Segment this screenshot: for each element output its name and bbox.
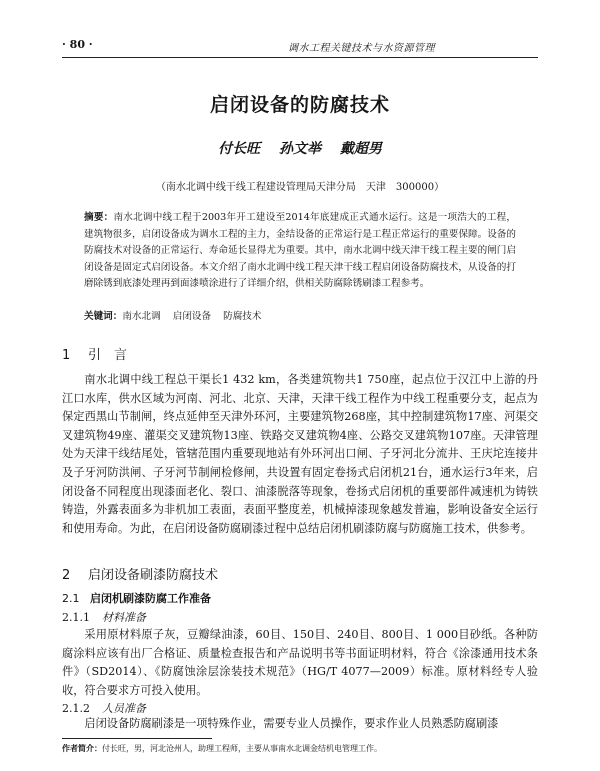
section-title: 启闭设备刷漆防腐技术 [88, 568, 219, 583]
footnote-rule [62, 738, 212, 739]
running-header [62, 38, 538, 54]
keywords [84, 309, 516, 325]
subsubsection-number: 2.1.2 [62, 702, 90, 715]
subsubsection-title: 材料准备 [102, 611, 146, 624]
page-number: · 80 · [62, 38, 93, 51]
footnote-text: 付长旺，男，河北沧州人，助理工程师，主要从事南水北调金结机电管理工作。 [102, 744, 382, 753]
section-number: 1 [62, 348, 71, 363]
keyword: 防腐技术 [223, 311, 262, 322]
keywords-label: 关键词： [84, 311, 123, 322]
subsection-heading-2-1 [62, 590, 211, 606]
materials-paragraph: 采用原材料原子灰，豆瓣绿油漆，60目、150目、240目、800目、1 000目砂纸。各种防腐涂料应该有出厂合格证、质量检查报告和产品说明书等书面证明材料，符合《涂漆通用技术条件》（SD2014）、《防腐蚀涂层涂装技术规范》（HG/T 4077—2009）标准。原材料经专人验收，符合要求方可投入使用。 [62, 628, 538, 697]
abstract-label: 摘要： [84, 212, 114, 223]
subsection-number: 2.1 [62, 592, 80, 605]
author-affiliation: （南水北调中线干线工程建设管理局天津分局 天津 300000） [155, 182, 445, 193]
subsubsection-number: 2.1.1 [62, 611, 90, 624]
subsubsection-heading-2-1-1 [62, 609, 146, 625]
footnote-label: 作者简介： [62, 744, 102, 753]
journal-title: 调水工程关键技术与水资源管理 [288, 43, 435, 54]
keyword: 南水北调 [122, 311, 161, 322]
header-rule [62, 57, 538, 58]
abstract [84, 210, 516, 293]
section-number: 2 [62, 568, 71, 583]
subsubsection-heading-2-1-2 [62, 700, 146, 716]
article-title: 启闭设备的防腐技术 [209, 94, 390, 116]
author-footnote [62, 743, 538, 754]
section-heading-introduction [62, 344, 127, 363]
subsubsection-title: 人员准备 [102, 702, 146, 715]
author: 付长旺 [218, 141, 261, 157]
subsection-title: 启闭机刷漆防腐工作准备 [90, 592, 211, 605]
personnel-paragraph: 启闭设备防腐刷漆是一项特殊作业，需要专业人员操作，要求作业人员熟悉防腐刷漆 [84, 717, 499, 730]
author: 戴超男 [339, 141, 382, 157]
author: 孙文举 [279, 141, 321, 157]
author-list [0, 138, 600, 158]
intro-paragraph: 南水北调中线工程总干渠长1 432 km，各类建筑物共1 750座，起点位于汉江中上游的丹江口水库，供水区域为河南、河北、北京、天津，天津干线工程作为中线工程重要分支，起点为保定西黑山节制闸，终点延伸至天津外环河，主要建筑物268座，其中控制建筑物17座、河渠交叉建筑物49座、灌渠交叉建筑物13座、铁路交叉建筑物4座、公路交叉建筑物107座。天津管理处为天津干线结尾处，管辖范围内重要现地站有外环河出口闸、子牙河北分流井、王庆坨连接井及子牙河防洪闸、子牙河节制闸检修闸，共设置有固定卷扬式启闭机21台，通水运行3年来，启闭设备不同程度出现漆面老化、裂口、油漆脱落等现象，卷扬式启闭机的重要部件减速机为铸铁铸造，外露表面多为非机加工表面，表面平整度差，机械掉漆现象越发普遍，影响设备安全运行和使用寿命。为此，在启闭设备防腐刷漆过程中总结启闭机刷漆防腐与防腐施工技术，供参考。 [62, 373, 538, 535]
section-title: 引 言 [88, 348, 128, 363]
section-heading-2 [62, 564, 218, 583]
abstract-text: 南水北调中线工程于2003年开工建设至2014年底建成正式通水运行。这是一项浩大的工程，建筑物很多，启闭设备成为调水工程的主力，金结设备的正常运行是工程正常运行的重要保障。设备的防腐技术对设备的正常运行、寿命延长显得尤为重要。其中，南水北调中线天津干线工程主要的闸门启闭设备是固定式启闭设备。本文介绍了南水北调中线工程天津干线工程启闭设备防腐技术，从设备的打磨除锈到底漆处理再到面漆喷涂进行了详细介绍，供相关防腐除锈刷漆工程参考。 [84, 212, 516, 289]
keyword: 启闭设备 [172, 311, 212, 322]
